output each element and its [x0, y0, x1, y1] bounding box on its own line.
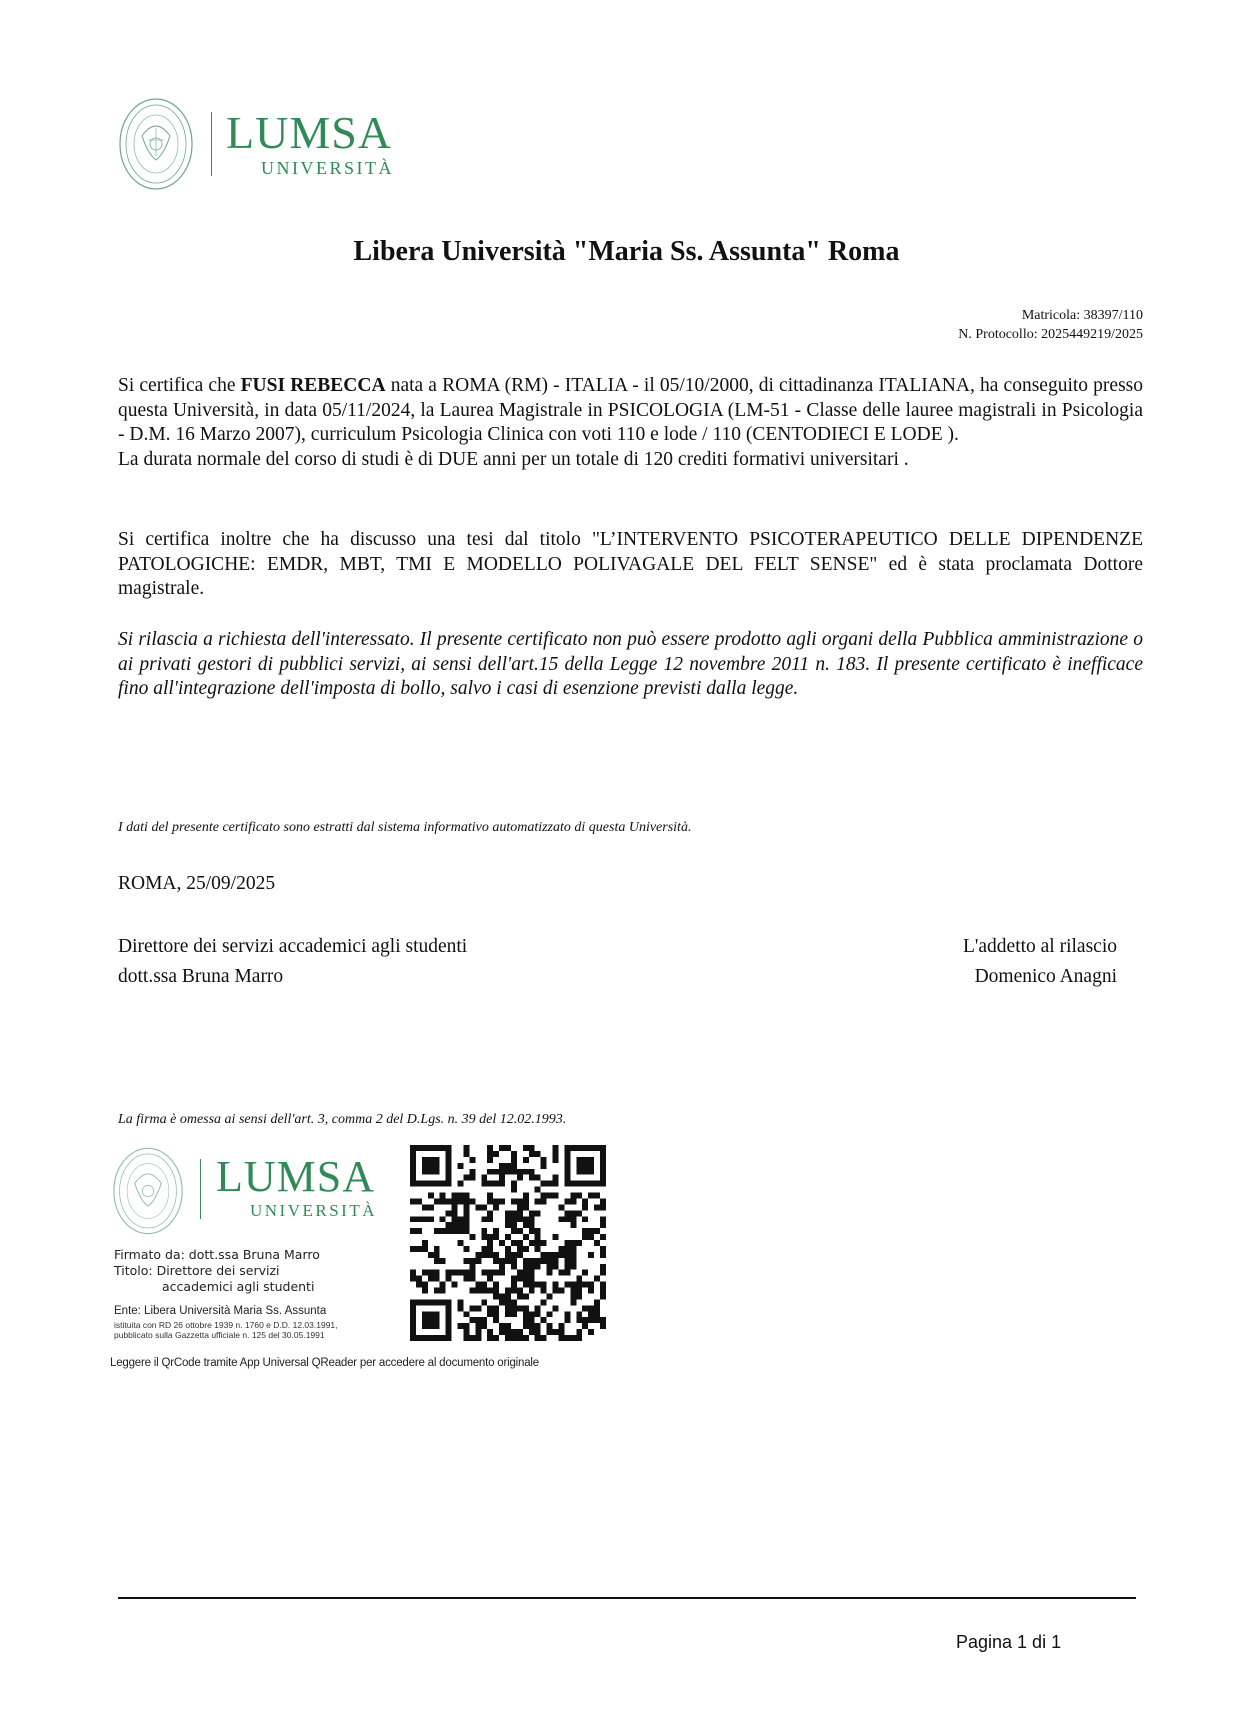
- issuer-name: Domenico Anagni: [974, 966, 1117, 987]
- certification-intro: Si certifica che: [118, 375, 241, 396]
- header-logo: [118, 96, 418, 196]
- signed-by: Firmato da: dott.ssa Bruna Marro: [114, 1247, 320, 1262]
- university-seal-icon: [112, 1145, 184, 1237]
- logo-divider: [200, 1159, 201, 1219]
- stamp-logo-wordmark: LUMSA: [216, 1152, 376, 1201]
- data-source-note: I dati del presente certificato sono estratti dal sistema informativo automatizzato di questa Università.: [118, 820, 692, 835]
- qr-instructions: Leggere il QrCode tramite App Universal QReader per accedere al documento originale: [110, 1357, 539, 1369]
- logo-wordmark: LUMSA: [226, 107, 393, 158]
- entity-gazette: pubblicato sulla Gazzetta ufficiale n. 125 del 30.05.1991: [114, 1330, 325, 1340]
- place-date: ROMA, 25/09/2025: [118, 873, 276, 894]
- legal-notice: Si rilascia a richiesta dell'interessato. Il presente certificato non può essere prodotto agli organi della Pubblica amministrazione o ai privati gestori di pubblici servizi, ai sensi dell'art.15 della Legge 12 novembre 2011 n. 183. Il presente certificato è inefficace fino all'integrazione dell'imposta di bollo, salvo i casi di esenzione previsti dalla legge.: [118, 629, 1143, 699]
- course-duration: La durata normale del corso di studi è di DUE anni per un totale di 120 crediti formativi universitari .: [118, 448, 909, 470]
- digital-stamp: [110, 1145, 630, 1385]
- logo-subtitle: UNIVERSITÀ: [261, 158, 394, 178]
- qr-code-icon[interactable]: [410, 1145, 606, 1341]
- issuing-entity: Ente: Libera Università Maria Ss. Assunta: [114, 1305, 327, 1317]
- university-seal-icon: [118, 96, 194, 192]
- protocol-number: N. Protocollo: 2025449219/2025: [958, 327, 1143, 342]
- page-number: Pagina 1 di 1: [956, 1632, 1062, 1652]
- signer-title: Titolo: Direttore dei servizi: [114, 1263, 280, 1278]
- logo-divider: [211, 112, 212, 176]
- footer-divider: [118, 1597, 1136, 1599]
- signature-right: [963, 932, 1117, 992]
- document-title: Libera Università "Maria Ss. Assunta" Roma: [353, 236, 900, 267]
- signer-role: Direttore dei servizi accademici agli studenti: [118, 936, 468, 957]
- certification-paragraph: [118, 374, 1143, 472]
- stamp-logo-subtitle: UNIVERSITÀ: [250, 1201, 377, 1220]
- signer-title-cont: accademici agli studenti: [162, 1279, 315, 1294]
- signature-left: [118, 932, 467, 992]
- entity-founding: istituita con RD 26 ottobre 1939 n. 1760 e D.D. 12.03.1991,: [114, 1320, 338, 1330]
- signature-omitted-note: La firma è omessa ai sensi dell'art. 3, comma 2 del D.Lgs. n. 39 del 12.02.1993.: [118, 1112, 567, 1127]
- signer-name: dott.ssa Bruna Marro: [118, 966, 284, 987]
- certification-details: nata a ROMA (RM) - ITALIA - il 05/10/2000, di cittadinanza ITALIANA, ha conseguito presso questa Università, in data 05/11/2024, la Laurea Magistrale in PSICOLOGIA (LM-51 - Classe delle lauree magistrali in Psicologia - D.M. 16 Marzo 2007), curriculum Psicologia Clinica con voti 110 e lode / 110 (CENTODIECI E LODE ).: [118, 375, 1143, 445]
- matricola: Matricola: 38397/110: [1021, 308, 1143, 323]
- thesis-paragraph: Si certifica inoltre che ha discusso una tesi dal titolo "L’INTERVENTO PSICOTERAPEUTICO DELLE DIPENDENZE PATOLOGICHE: EMDR, MBT, TMI E MODELLO POLIVAGALE DEL FELT SENSE" ed è stata proclamata Dottore magistrale.: [118, 529, 1143, 599]
- student-name: FUSI REBECCA: [240, 375, 386, 396]
- issuer-role: L'addetto al rilascio: [962, 936, 1117, 957]
